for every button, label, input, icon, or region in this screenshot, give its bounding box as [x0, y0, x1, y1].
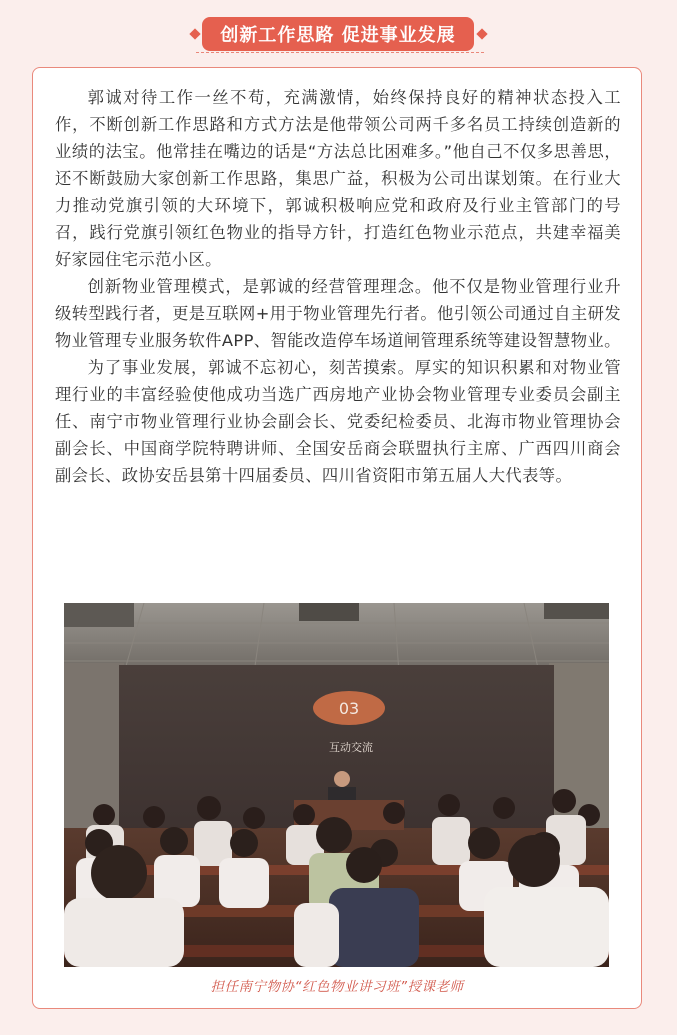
slide-title: 互动交流 — [329, 741, 373, 754]
left-diamond-icon — [189, 28, 200, 39]
paragraph-2: 创新物业管理模式，是郭诚的经营管理理念。他不仅是物业管理行业升级转型践行者，更是互联网+用于物业管理先行者。他引领公司通过自主研发物业管理专业服务软件APP、智能改造停车场道闸管理系统等建设智慧物业。 — [55, 277, 621, 350]
slide-number: 03 — [338, 699, 360, 718]
section-header — [0, 0, 677, 60]
section-title: 创新工作思路 促进事业发展 — [202, 17, 474, 51]
paragraph-1: 郭诚对待工作一丝不苟，充满激情，始终保持良好的精神状态投入工作，不断创新工作思路和方式方法是他带领公司两千多名员工持续创造新的业绩的法宝。他常挂在嘴边的话是“方法总比困难多。”他自己不仅多思善思，还不断鼓励大家创新工作思路，集思广益，积极为公司出谋划策。在行业大力推动党旗引领的大环境下，郭诚积极响应党和政府及行业主管部门的号召，践行党旗引领红色物业的指导方针，打造红色物业示范点，共建幸福美好家园住宅示范小区。 — [55, 88, 621, 269]
paragraph-3: 为了事业发展，郭诚不忘初心，刻苦摸索。厚实的知识积累和对物业管理行业的丰富经验使他成功当选广西房地产业协会物业管理专业委员会副主任、南宁市物业管理行业协会副会长、党委纪检委员、北海市物业管理协会副会长、中国商学院特聘讲师、全国安岳商会联盟执行主席、广西四川商会副会长、政协安岳县第十四届委员、四川省资阳市第五届人大代表等。 — [55, 358, 621, 485]
lecture-photo — [64, 603, 609, 967]
header-divider — [196, 52, 484, 53]
photo-caption: 担任南宁物协“红色物业讲习班”授课老师 — [210, 979, 464, 995]
lecture-scene-image — [64, 603, 609, 967]
article-body — [55, 84, 621, 489]
right-diamond-icon — [476, 28, 487, 39]
